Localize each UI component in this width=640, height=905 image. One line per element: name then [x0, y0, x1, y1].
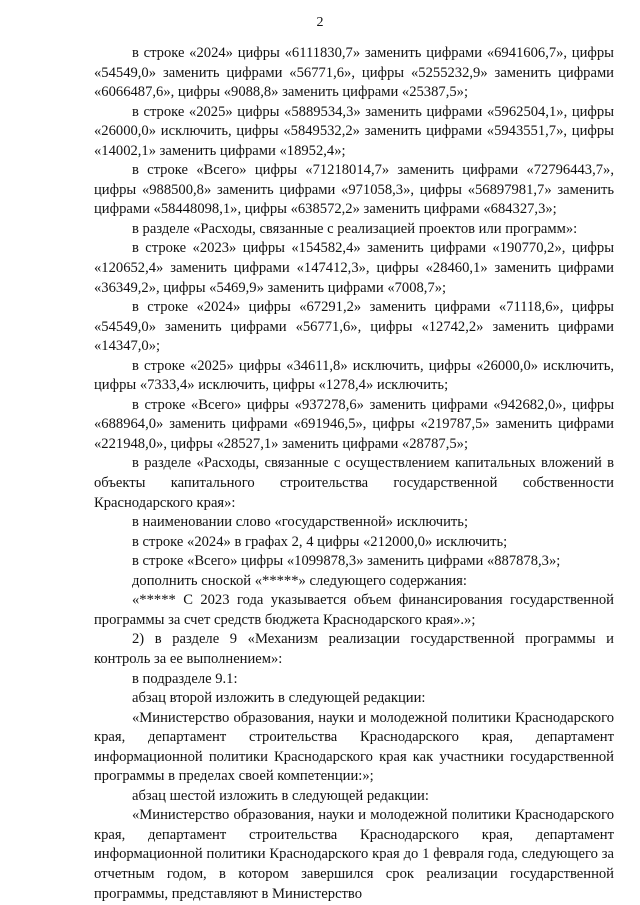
- paragraph-second-abzac-text: «Министерство образования, науки и молодежной политики Краснодарского края, департамент строительства Краснодарского края, департамент информационной политики Краснодарского края как участники государственной программы в пределах своей компетенции:»;: [94, 709, 614, 785]
- paragraph-section-projects: в разделе «Расходы, связанные с реализацией проектов или программ»:: [132, 220, 578, 237]
- paragraph-footnote-intro: дополнить сноской «*****» следующего содержания:: [132, 572, 467, 589]
- paragraph-capital-total: в строке «Всего» цифры «1099878,3» заменить цифрами «887878,3»;: [132, 553, 561, 570]
- paragraph-section-9: 2) в разделе 9 «Механизм реализации государственной программы и контроль за ее выполнением»:: [94, 631, 614, 667]
- paragraph-capital-2024: в строке «2024» в графах 2, 4 цифры «212000,0» исключить;: [132, 533, 508, 550]
- paragraph-row-total: в строке «Всего» цифры «71218014,7» заменить цифрами «72796443,7», цифры «988500,8» заменить цифрами «971058,3», цифры «56897981,7» заменить цифрами «58448098,1», цифры «638572,2» заменить цифрами «684327,3»;: [94, 162, 614, 218]
- paragraph-projects-total: в строке «Всего» цифры «937278,6» заменить цифрами «942682,0», цифры «688964,0» заменить цифрами «691946,5», цифры «219787,5» заменить цифрами «221948,0», цифры «28527,1» заменить цифрами «28787,5»;: [94, 396, 614, 452]
- document-body: [94, 44, 614, 904]
- paragraph-row-2024: в строке «2024» цифры «6111830,7» заменить цифрами «6941606,7», цифры «54549,0» заменить цифрами «56771,6», цифры «5255232,9» заменить цифрами «6066487,6», цифры «9088,8» заменить цифрами «25387,5»;: [94, 45, 614, 101]
- paragraph-projects-2023: в строке «2023» цифры «154582,4» заменить цифрами «190770,2», цифры «120652,4» заменить цифрами «147412,3», цифры «28460,1» заменить цифрами «36349,2», цифры «5469,9» заменить цифрами «7008,7»;: [94, 240, 614, 296]
- paragraph-projects-2024: в строке «2024» цифры «67291,2» заменить цифрами «71118,6», цифры «54549,0» заменить цифрами «56771,6», цифры «12742,2» заменить цифрами «14347,0»;: [94, 299, 614, 355]
- paragraph-projects-2025: в строке «2025» цифры «34611,8» исключить, цифры «26000,0» исключить, цифры «7333,4» исключить, цифры «1278,4» исключить;: [94, 357, 614, 394]
- page-number: 2: [316, 15, 324, 30]
- paragraph-sixth-abzac-text: «Министерство образования, науки и молодежной политики Краснодарского края, департамент строительства Краснодарского края, департамент информационной политики Краснодарского края до 1 февраля года, следующего за отчетным годом, в котором завершился срок реализации государственной программы, представляют в Министерство: [94, 807, 614, 902]
- paragraph-footnote-text: «***** С 2023 года указывается объем финансирования государственной программы за счет средств бюджета Краснодарского края».»;: [94, 592, 614, 628]
- paragraph-section-capital: в разделе «Расходы, связанные с осуществлением капитальных вложений в объекты капитального строительства государственной собственности Краснодарского края»:: [94, 455, 614, 511]
- paragraph-row-2025: в строке «2025» цифры «5889534,3» заменить цифрами «5962504,1», цифры «26000,0» исключить, цифры «5849532,2» заменить цифрами «5943551,7», цифры «14002,1» заменить цифрами «18952,4»;: [94, 103, 614, 159]
- paragraph-second-abzac-intro: абзац второй изложить в следующей редакции:: [132, 690, 426, 707]
- paragraph-capital-title: в наименовании слово «государственной» исключить;: [132, 514, 468, 531]
- paragraph-sixth-abzac-intro: абзац шестой изложить в следующей редакции:: [132, 787, 429, 804]
- paragraph-subsection-9-1: в подразделе 9.1:: [132, 670, 238, 687]
